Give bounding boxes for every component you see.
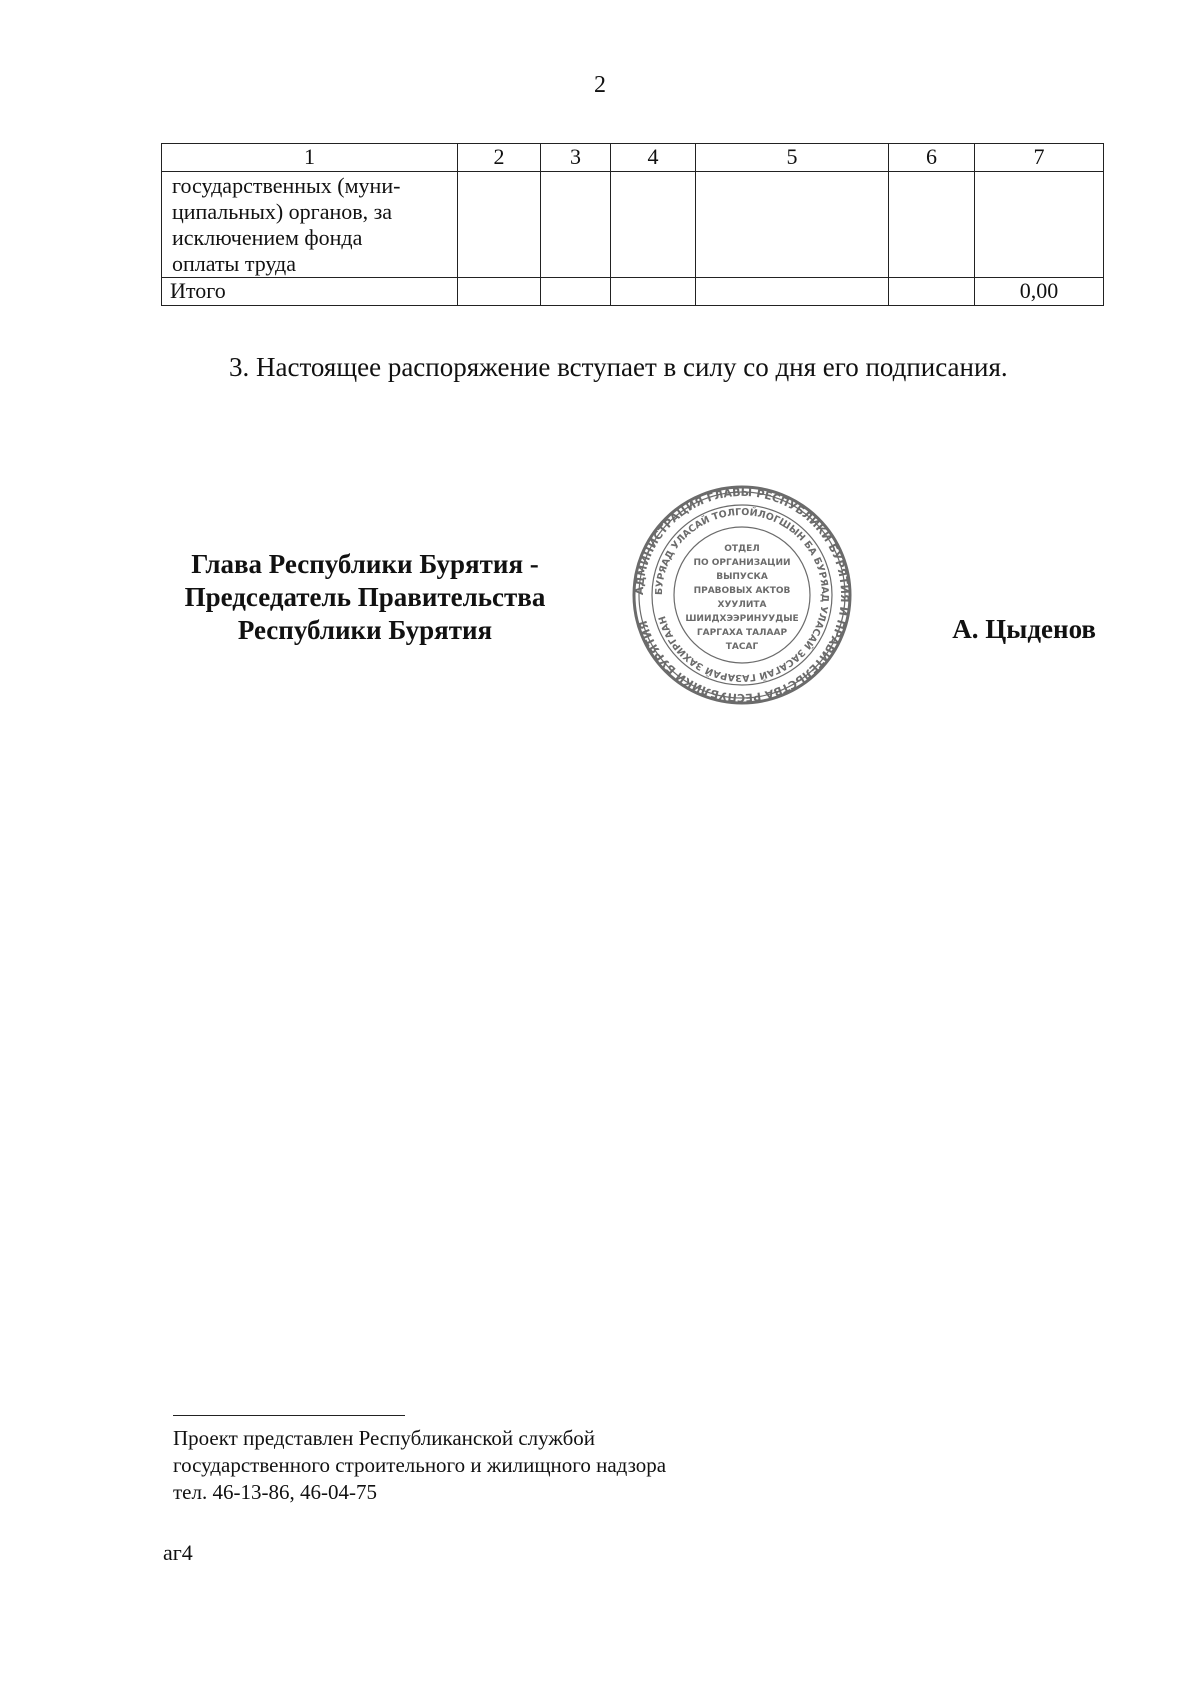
seal-center-line: ВЫПУСКА [716, 572, 768, 582]
table-header-cell: 2 [458, 144, 541, 172]
page-number: 2 [594, 72, 606, 98]
table-total-row [162, 278, 1104, 306]
table-total-value: 0,00 [975, 278, 1104, 306]
table-cell [458, 172, 541, 278]
table-cell [611, 278, 696, 306]
seal-outer-text: АДМИНИСТРАЦИЯ ГЛАВЫ РЕСПУБЛИКИ БУРЯТИЯ И ПРАВИТЕЛЬСТВА РЕСПУБЛИКИ БУРЯТИЯ [632, 485, 852, 705]
seal-center-line: ШИИДХЭЭРИНУУДЫЕ [685, 614, 799, 624]
seal-inner-text: БУРЯАД УЛАСАЙ ТОЛГОЙЛОГШЫН БА БУРЯАД УЛАСАЙ ЗАСАГАЙ ГАЗАРАЙ ЗАХИРГААН [653, 506, 831, 684]
table-cell-description: государственных (муни- ципальных) органов, за исключением фонда оплаты труда [162, 172, 458, 278]
table-cell [696, 172, 889, 278]
budget-table [161, 143, 1104, 306]
table-cell [541, 278, 611, 306]
seal-center-line: ГАРГАХА ТАЛААР [696, 628, 788, 638]
signatory-position: Глава Республики Бурятия - Председатель Правительства Республики Бурятия [184, 549, 546, 645]
footnote-line: тел. 46-13-86, 46-04-75 [173, 1480, 377, 1504]
seal-center-line: ПРАВОВЫХ АКТОВ [693, 586, 791, 596]
table-header-cell: 4 [611, 144, 696, 172]
official-seal-stamp [627, 485, 857, 705]
signatory-name: А. Цыденов [952, 614, 1096, 644]
table-header-cell: 1 [162, 144, 458, 172]
table-cell [889, 278, 975, 306]
table-total-label: Итого [162, 278, 458, 306]
table-header-cell: 5 [696, 144, 889, 172]
table-cell [611, 172, 696, 278]
table-cell [696, 278, 889, 306]
table-header-row [162, 144, 1104, 172]
table-cell [458, 278, 541, 306]
seal-center-line: ХУУЛИТА [717, 600, 767, 610]
table-cell [975, 172, 1104, 278]
footnote-line: государственного строительного и жилищного надзора [173, 1453, 667, 1477]
table-header-cell: 3 [541, 144, 611, 172]
footnote-separator [173, 1415, 405, 1416]
footnote-line: Проект представлен Республиканской службой [173, 1426, 596, 1450]
table-row [162, 172, 1104, 278]
table-header-cell: 6 [889, 144, 975, 172]
seal-center-line: ТАСАГ [725, 642, 759, 652]
footnote [173, 1425, 666, 1506]
table-header-cell: 7 [975, 144, 1104, 172]
table-cell [541, 172, 611, 278]
seal-center-line: ПО ОРГАНИЗАЦИИ [693, 558, 791, 568]
document-code: аг4 [163, 1540, 193, 1565]
effective-date-paragraph: 3. Настоящее распоряжение вступает в силу со дня его подписания. [229, 352, 1008, 382]
seal-center-line: ОТДЕЛ [724, 544, 760, 554]
table-cell [889, 172, 975, 278]
